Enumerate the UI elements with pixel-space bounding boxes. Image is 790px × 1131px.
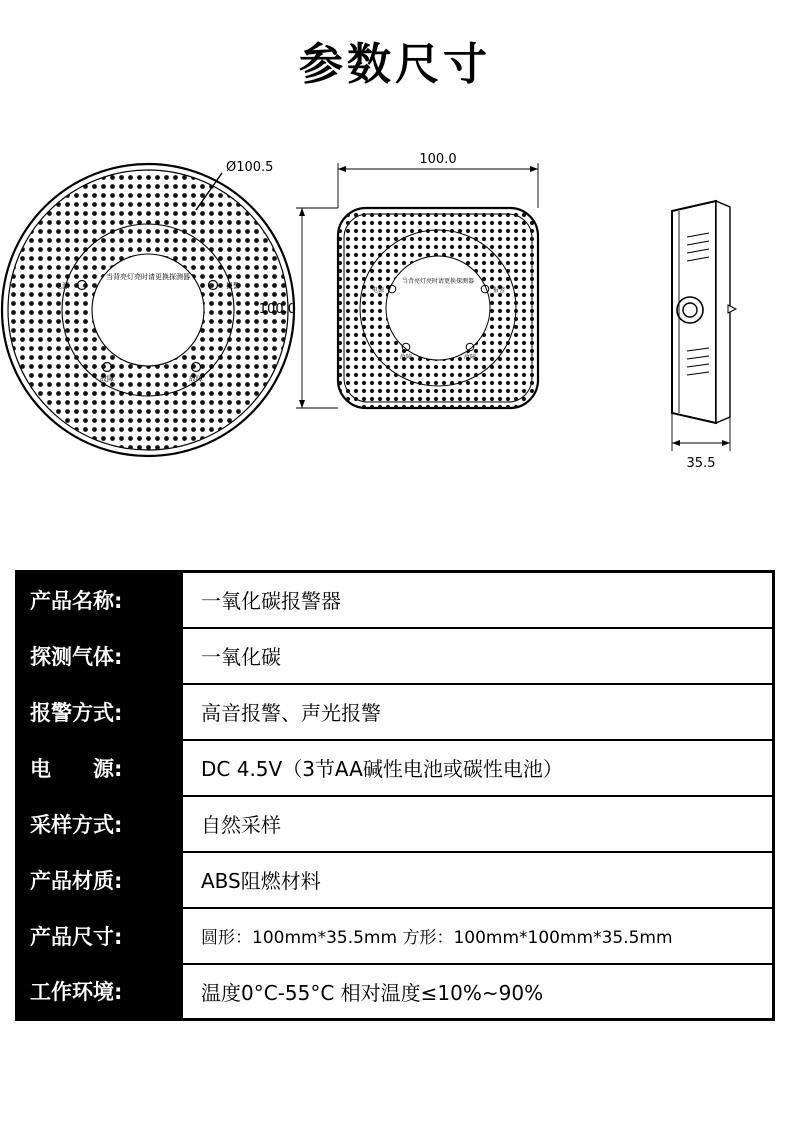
round-led-label-fault-right: 故障 — [189, 375, 203, 383]
spec-value: 高音报警、声光报警 — [182, 684, 774, 740]
square-width-label: 100.0 — [419, 152, 457, 167]
spec-value: 一氧化碳 — [182, 628, 774, 684]
square-arrow-right — [530, 166, 538, 172]
spec-label: 产品材质: — [17, 852, 183, 908]
spec-value: ABS阻燃材料 — [182, 852, 774, 908]
round-led-label-replace: 当背亮灯亮时请更换探测器 — [106, 273, 190, 281]
table-row — [17, 572, 774, 628]
product-dimension-drawing — [0, 120, 790, 550]
spec-label: 工作环境: — [17, 964, 183, 1020]
spec-label: 报警方式: — [17, 684, 183, 740]
table-row — [17, 684, 774, 740]
square-led-label-fault-left: 故障 — [399, 354, 413, 361]
specification-table-body — [17, 572, 774, 1020]
square-led-label-power: 电源 — [371, 287, 385, 294]
square-height-label: 100.0 — [258, 302, 296, 317]
spec-label: 电 源: — [17, 740, 183, 796]
round-center-circle — [92, 254, 204, 366]
round-diameter-label: Ø100.5 — [226, 160, 274, 175]
round-led-label-power: 电源 — [55, 282, 69, 290]
table-row — [17, 964, 774, 1020]
spec-value: DC 4.5V（3节AA碱性电池或碳性电池） — [182, 740, 774, 796]
specification-table — [15, 570, 775, 1021]
spec-value: 自然采样 — [182, 796, 774, 852]
side-thickness-label: 35.5 — [686, 456, 716, 471]
page-title: 参数尺寸 — [299, 39, 491, 90]
table-row — [17, 852, 774, 908]
table-row — [17, 796, 774, 852]
square-led-label-replace: 当背亮灯亮时请更换探测器 — [401, 278, 475, 285]
side-view — [672, 201, 736, 471]
side-mount-tab — [728, 305, 736, 313]
spec-label: 产品名称: — [17, 572, 183, 628]
spec-label: 探测气体: — [17, 628, 183, 684]
side-arrow-left — [672, 440, 680, 446]
side-arrow-right — [722, 440, 730, 446]
round-led-label-alarm: 报警 — [226, 282, 240, 290]
spec-value: 温度0°C-55°C 相对温度≤10%~90% — [182, 964, 774, 1020]
square-led-label-alarm: 报警 — [492, 287, 506, 294]
square-led-label-fault-right: 故障 — [463, 354, 477, 361]
table-row — [17, 740, 774, 796]
spec-value: 一氧化碳报警器 — [182, 572, 774, 628]
spec-label: 采样方式: — [17, 796, 183, 852]
square-center-circle — [386, 256, 490, 360]
spec-label: 产品尺寸: — [17, 908, 183, 964]
table-row — [17, 908, 774, 964]
round-led-label-fault-left: 故障 — [100, 375, 114, 383]
table-row — [17, 628, 774, 684]
spec-value: 圆形：100mm*35.5mm 方形：100mm*100mm*35.5mm — [182, 908, 774, 964]
dimension-drawing-svg — [0, 120, 790, 550]
